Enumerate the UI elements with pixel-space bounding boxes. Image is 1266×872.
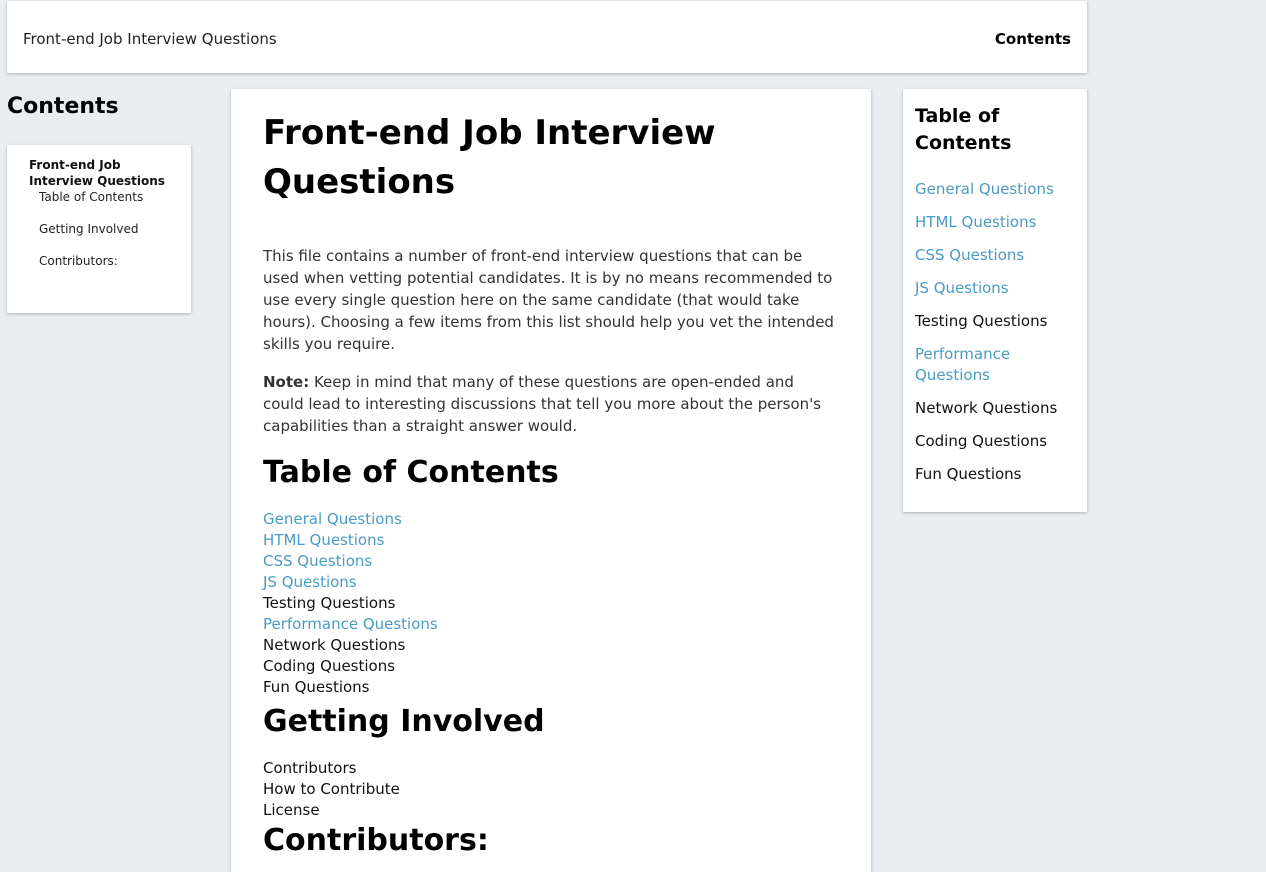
toc-item-fun: Fun Questions (263, 678, 370, 696)
toc-link-general[interactable]: General Questions (263, 510, 402, 528)
right-toc-item-testing: Testing Questions (915, 312, 1048, 330)
toc-item-testing: Testing Questions (263, 594, 396, 612)
right-toc (903, 89, 1087, 512)
list-item-license: License (263, 801, 320, 819)
top-navbar (7, 1, 1087, 73)
right-toc-heading: Table of Contents (915, 105, 1012, 154)
right-toc-item-coding: Coding Questions (915, 432, 1048, 450)
right-toc-link-performance[interactable]: Performance Questions (915, 345, 1011, 384)
toc-item-network: Network Questions (263, 636, 406, 654)
toc-link-performance[interactable]: Performance Questions (263, 615, 438, 633)
note-paragraph (263, 371, 839, 437)
note-label: Note: (263, 373, 310, 391)
main-content (231, 89, 871, 872)
note-text: Keep in mind that many of these questions are open-ended and could lead to interesting discussions that tell you more about the person's capabilities than a straight answer would. (263, 373, 822, 435)
right-toc-link-html[interactable]: HTML Questions (915, 213, 1037, 231)
intro-paragraph: This file contains a number of front-end interview questions that can be used when vetting potential candidates. It is by no means recommended to use every single question here on the same candidate (that would take hours). Choosing a few items from this list should help you vet the intended skills you require. (263, 247, 834, 353)
sidebar-nav (7, 145, 191, 313)
getting-involved-heading: Getting Involved (263, 704, 545, 739)
list-item-how-to-contribute: How to Contribute (263, 780, 400, 798)
right-toc-item-fun: Fun Questions (915, 465, 1022, 483)
toc-heading: Table of Contents (263, 455, 559, 490)
contributors-heading: Contributors: (263, 823, 489, 858)
right-toc-link-css[interactable]: CSS Questions (915, 246, 1025, 264)
sidebar-item-root[interactable]: Front-end Job Interview Questions (29, 158, 165, 188)
list-item-contributors: Contributors (263, 759, 357, 777)
right-toc-item-network: Network Questions (915, 399, 1058, 417)
sidebar-item-getting-involved[interactable]: Getting Involved (39, 222, 139, 236)
getting-involved-list (263, 758, 839, 821)
right-toc-link-js[interactable]: JS Questions (915, 279, 1009, 297)
sidebar-item-table-of-contents[interactable]: Table of Contents (39, 190, 144, 204)
site-title[interactable]: Front-end Job Interview Questions (23, 30, 277, 48)
toc-item-coding: Coding Questions (263, 657, 396, 675)
right-toc-link-general[interactable]: General Questions (915, 180, 1054, 198)
toc-link-html[interactable]: HTML Questions (263, 531, 385, 549)
sidebar-heading: Contents (7, 94, 119, 119)
toc-list (263, 509, 839, 698)
sidebar-item-contributors[interactable]: Contributors: (39, 254, 118, 268)
page-title: Front-end Job Interview Questions (263, 113, 716, 202)
toc-link-css[interactable]: CSS Questions (263, 552, 373, 570)
contents-link[interactable]: Contents (994, 30, 1071, 48)
toc-link-js[interactable]: JS Questions (263, 573, 357, 591)
